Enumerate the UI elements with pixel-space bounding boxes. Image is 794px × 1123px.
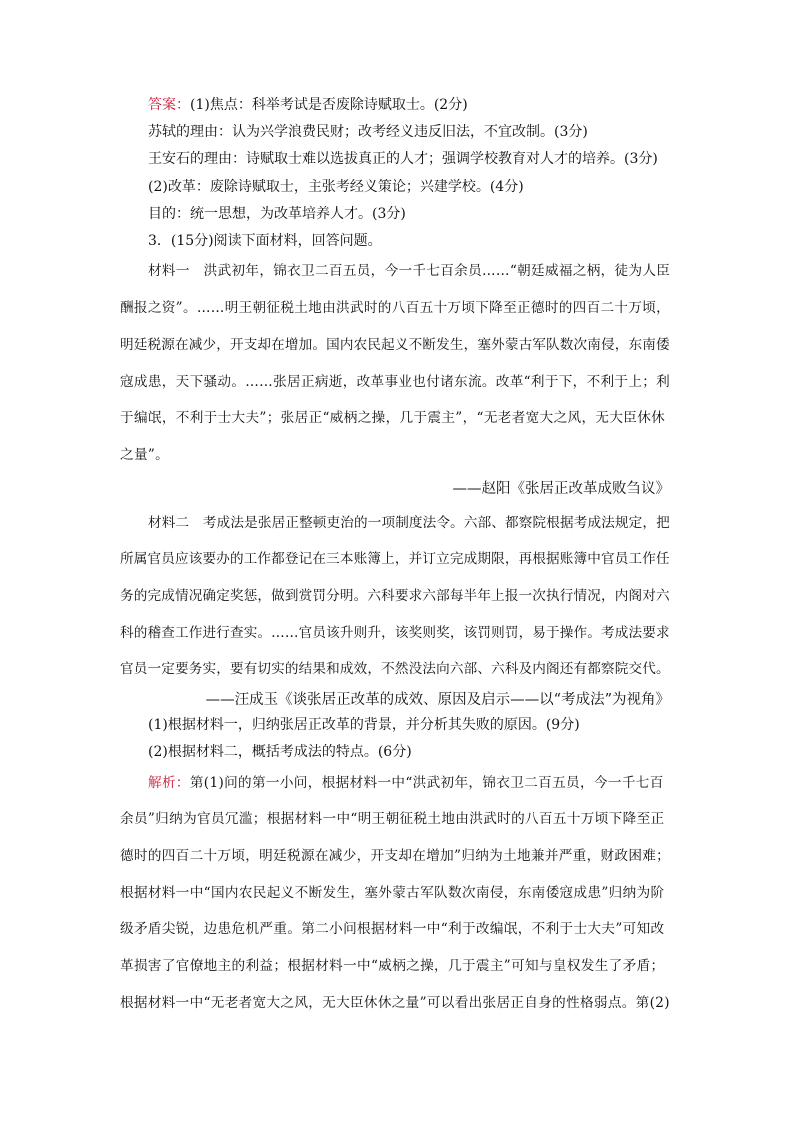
analysis-line: 德时的四百二十万顷，明廷税源在减少，开支却在增加”归纳为土地兼并严重，财政困难； bbox=[120, 848, 671, 864]
answer-label: 答案： bbox=[148, 97, 190, 113]
answer-text-1: (1)焦点：科举考试是否废除诗赋取士。(2分) bbox=[190, 97, 468, 113]
material-1-source: ——赵阳《张居正改革成败刍议》 bbox=[452, 481, 670, 497]
sub-question-2: (2)根据材料二，概括考成法的特点。(6分) bbox=[148, 744, 412, 760]
material-1-line: 于编氓，不利于士大夫”；张居正“威柄之操，几于震主”，“无老者宽大之风，无大臣休休 bbox=[120, 410, 666, 426]
material-1-line: 材料一 洪武初年，锦衣卫二百五员，今一千七百余员……“朝廷威福之柄，徒为人臣 bbox=[148, 263, 671, 279]
material-1-line: 寇成患，天下骚动。……张居正病逝，改革事业也付诸东流。改革“利于下，不利于上；利 bbox=[120, 374, 671, 390]
material-2-line: 材料二 考成法是张居正整顿吏治的一项制度法令。六部、都察院根据考成法规定，把 bbox=[148, 515, 670, 531]
answer-line-3: 王安石的理由：诗赋取士难以选拔真正的人才；强调学校教育对人才的培养。(3分) bbox=[148, 151, 658, 167]
answer-line-2: 苏轼的理由：认为兴学浪费民财；改考经义违反旧法，不宜改制。(3分) bbox=[148, 124, 588, 140]
material-2-line: 官员一定要务实，要有切实的结果和成效，不然没法向六部、六科及内阁还有都察院交代。 bbox=[120, 661, 670, 677]
analysis-line: 革损害了官僚地主的利益；根据材料一中“威柄之操，几于震主”可知与皇权发生了矛盾； bbox=[120, 958, 665, 974]
sub-question-1: (1)根据材料一，归纳张居正改革的背景，并分析其失败的原因。(9分) bbox=[148, 717, 580, 733]
analysis-line-1 bbox=[148, 774, 664, 792]
analysis-text-1: 第(1)问的第一小问，根据材料一中“洪武初年，锦衣卫二百五员，今一千七百 bbox=[189, 775, 664, 791]
material-2-line: 科的稽查工作进行查实。……官员该升则升，该奖则奖，该罚则罚，易于操作。考成法要求 bbox=[120, 625, 670, 641]
analysis-line: 余员”归纳为官员冗滥；根据材料一中“明王朝征税土地由洪武时的八百五十万顷下降至正 bbox=[120, 811, 665, 827]
material-1-line: 酬报之资”。……明王朝征税土地由洪武时的八百五十万顷下降至正德时的四百二十万顷， bbox=[120, 300, 671, 316]
question-3-title: 3．(15分)阅读下面材料，回答问题。 bbox=[148, 233, 382, 249]
material-1-line: 之量”。 bbox=[120, 447, 170, 463]
answer-line-1 bbox=[148, 96, 468, 114]
analysis-line: 级矛盾尖锐，边患危机严重。第二小问根据材料一中“利于改编氓，不利于士大夫”可知改 bbox=[120, 921, 665, 937]
material-2-source: ——汪成玉《谈张居正改革的成效、原因及启示——以“考成法”为视角》 bbox=[205, 692, 670, 708]
material-1-line: 明廷税源在减少，开支却在增加。国内农民起义不断发生，塞外蒙古军队数次南侵，东南倭 bbox=[120, 337, 670, 353]
analysis-line: 根据材料一中“无老者宽大之风，无大臣休休之量”可以看出张居正自身的性格弱点。第(2) bbox=[120, 995, 670, 1011]
answer-line-4: (2)改革：废除诗赋取士，主张考经义策论；兴建学校。(4分) bbox=[148, 179, 524, 195]
analysis-label: 解析： bbox=[148, 775, 190, 791]
material-2-line: 务的完成情况确定奖惩，做到赏罚分明。六科要求六部每半年上报一次执行情况，内阁对六 bbox=[120, 588, 670, 604]
material-2-line: 所属官员应该要办的工作都登记在三本账簿上，并订立完成期限，再根据账簿中官员工作任 bbox=[120, 551, 670, 567]
answer-line-5: 目的：统一思想，为改革培养人才。(3分) bbox=[148, 206, 406, 222]
analysis-line: 根据材料一中“国内农民起义不断发生，塞外蒙古军队数次南侵，东南倭寇成患”归纳为阶 bbox=[120, 885, 665, 901]
